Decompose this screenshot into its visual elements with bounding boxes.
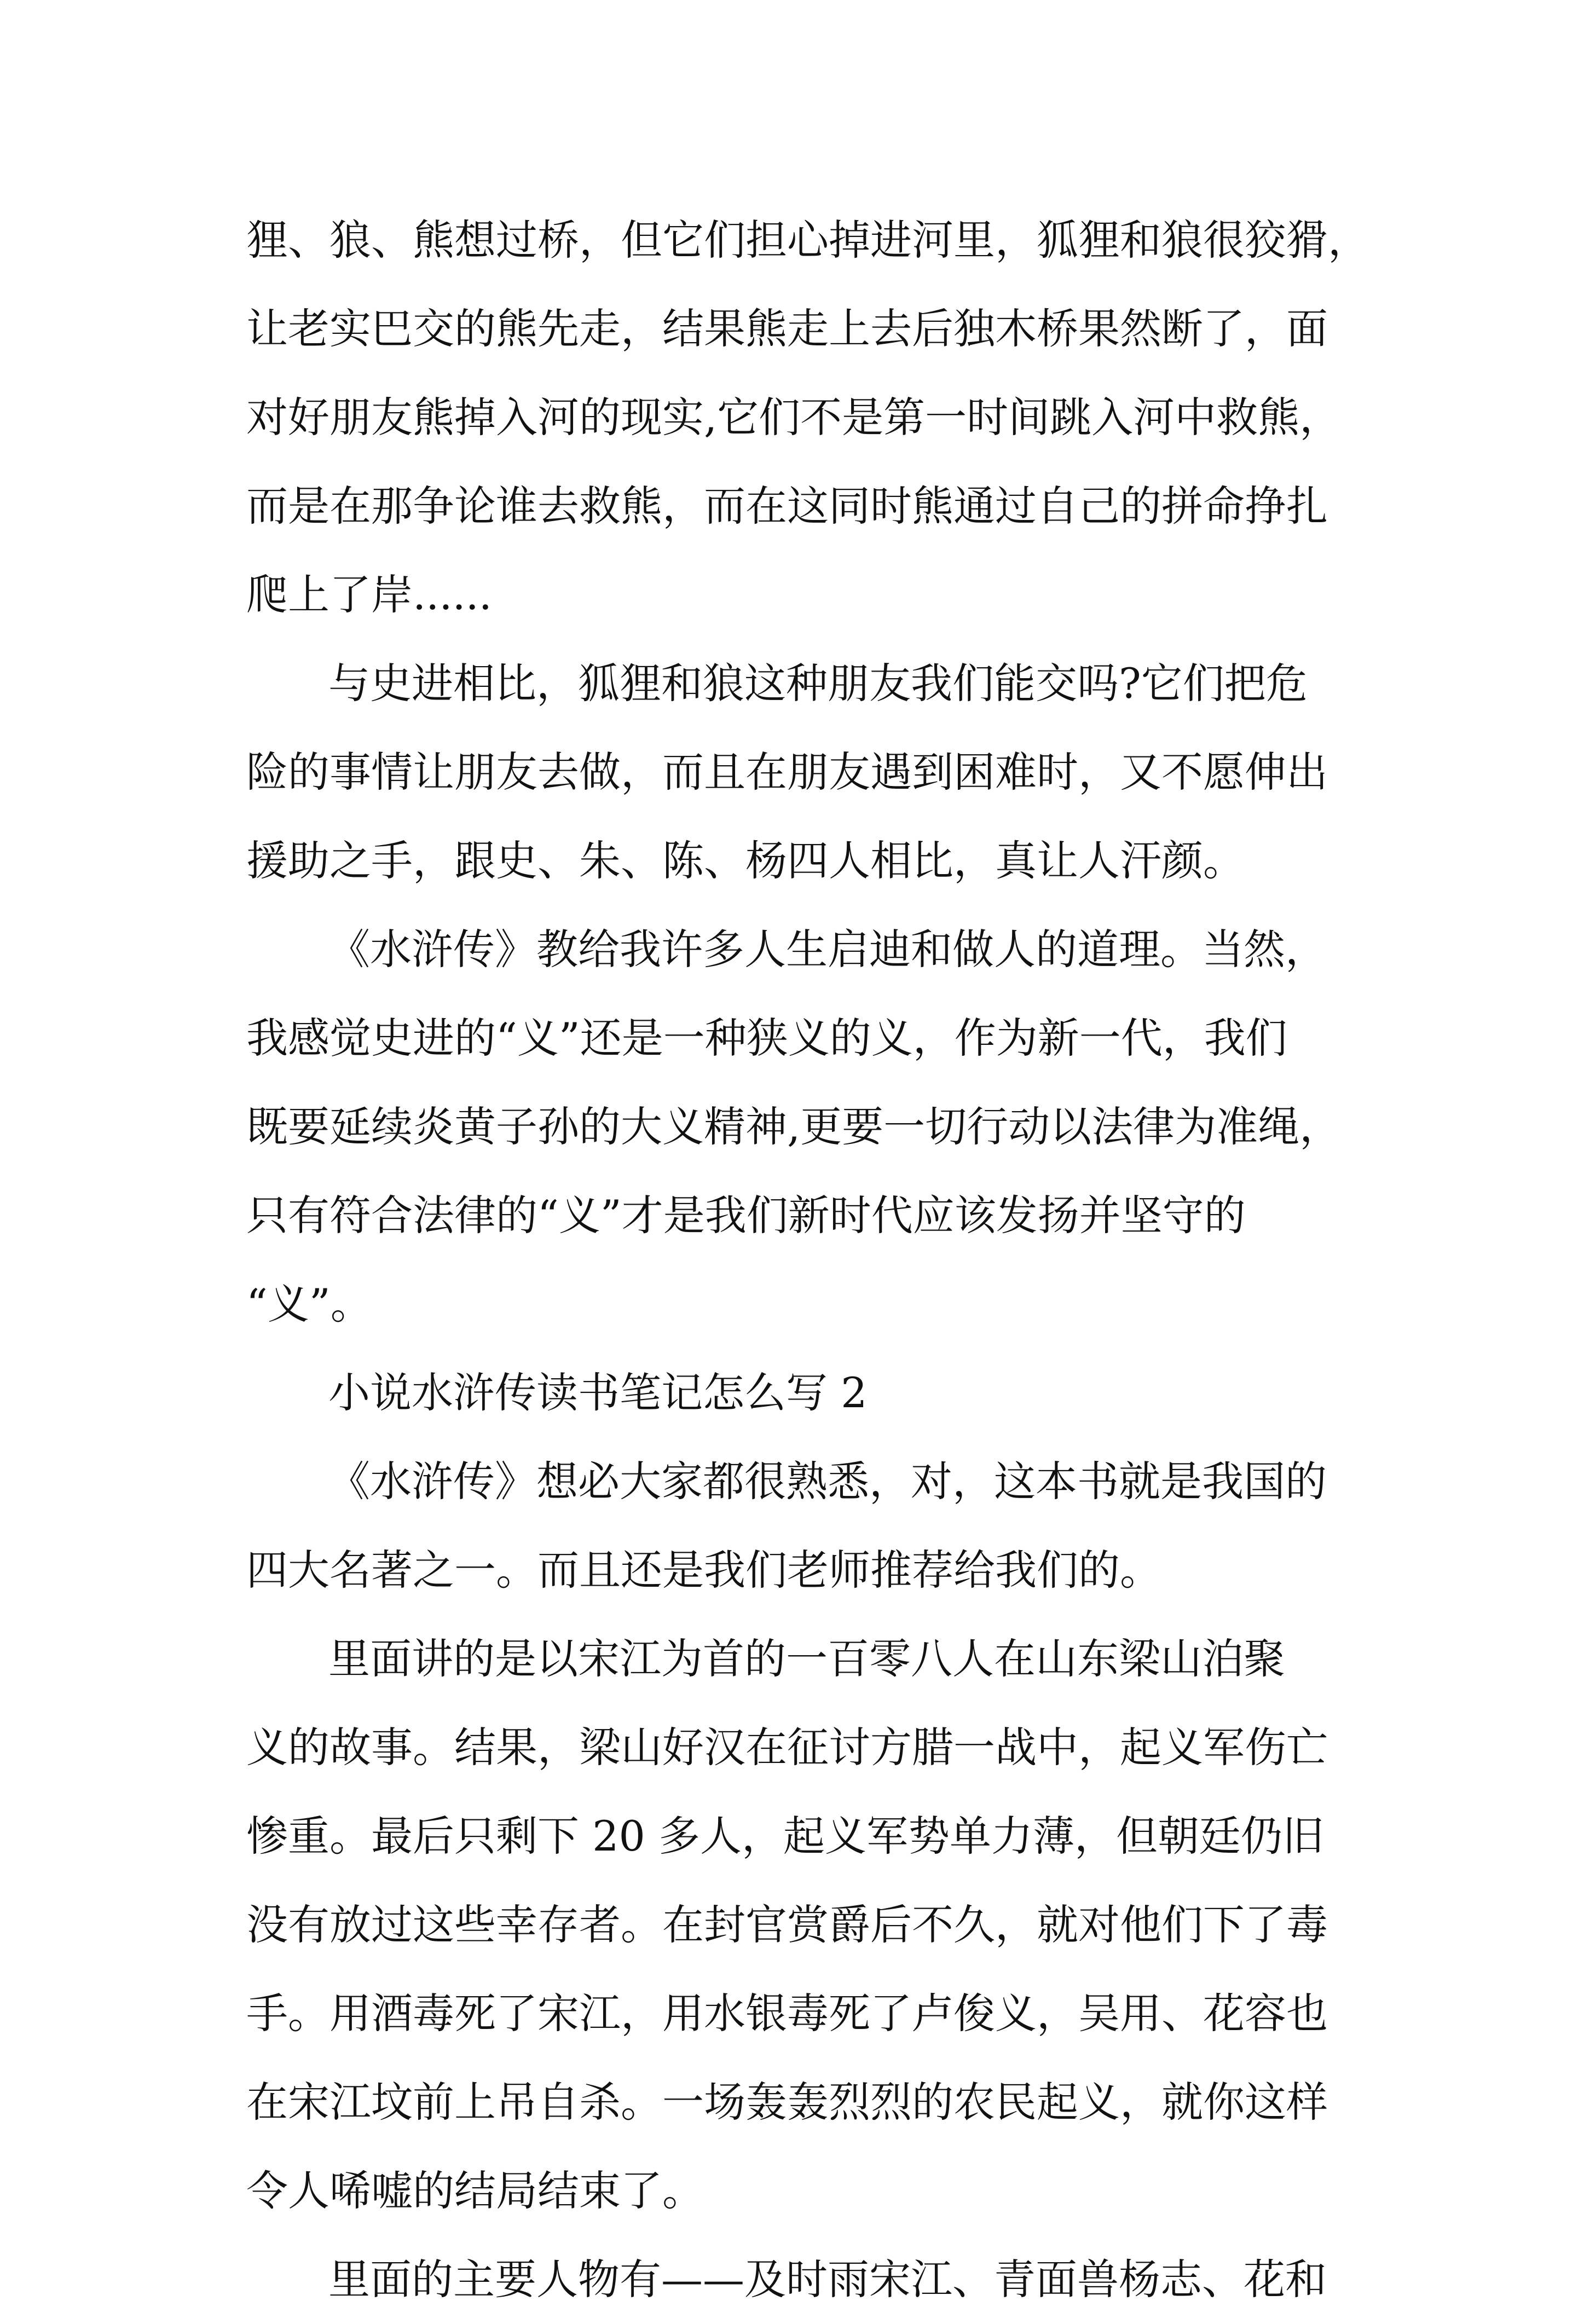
text-line: 没有放过这些幸存者。在封官赏爵后不久，就对他们下了毒	[246, 1900, 1328, 1949]
text-line: 对好朋友熊掉入河的现实,它们不是第一时间跳入河中救熊，	[246, 393, 1342, 442]
document-body	[246, 196, 1385, 2324]
text-line: 让老实巴交的熊先走，结果熊走上去后独木桥果然断了，面	[246, 304, 1328, 353]
text-line: 义的故事。结果，梁山好汉在征讨方腊一战中，起义军伤亡	[246, 1723, 1328, 1772]
text-line: 我感觉史进的“义”还是一种狭义的义，作为新一代，我们	[246, 1014, 1287, 1062]
paragraph-start: 《水浒传》想必大家都很熟悉，对，这本书就是我国的	[328, 1457, 1327, 1506]
text-line: 惨重。最后只剩下 20 多人，起义军势单力薄，但朝廷仍旧	[246, 1812, 1325, 1860]
text-line: 只有符合法律的“义”才是我们新时代应该发扬并坚守的	[246, 1191, 1246, 1240]
text-line: 四大名著之一。而且还是我们老师推荐给我们的。	[246, 1546, 1161, 1594]
text-line: 险的事情让朋友去做，而且在朋友遇到困难时，又不愿伸出	[246, 748, 1328, 796]
text-line: 令人唏嘘的结局结束了。	[246, 2166, 704, 2215]
text-line: 援助之手，跟史、朱、陈、杨四人相比，真让人汗颜。	[246, 836, 1245, 885]
section-heading: 小说水浒传读书笔记怎么写 2	[328, 1368, 868, 1417]
text-line: 狸、狼、熊想过桥，但它们担心掉进河里，狐狸和狼很狡猾，	[246, 216, 1369, 264]
text-line: 而是在那争论谁去救熊，而在这同时熊通过自己的拼命挣扎	[246, 482, 1328, 530]
text-line: 在宋江坟前上吊自杀。一场轰轰烈烈的农民起义，就你这样	[246, 2078, 1328, 2126]
text-line: “义”。	[246, 1280, 372, 1328]
paragraph-start: 《水浒传》教给我许多人生启迪和做人的道理。当然，	[328, 925, 1327, 974]
text-line: 爬上了岸......	[246, 570, 492, 619]
text-line: 既要延续炎黄子孙的大义精神,更要一切行动以法律为准绳，	[246, 1102, 1342, 1151]
paragraph-start: 里面的主要人物有——及时雨宋江、青面兽杨志、花和	[328, 2255, 1327, 2304]
text-line: 手。用酒毒死了宋江，用水银毒死了卢俊义，吴用、花容也	[246, 1989, 1328, 2038]
paragraph-start: 里面讲的是以宋江为首的一百零八人在山东梁山泊聚	[328, 1634, 1285, 1683]
paragraph-start: 与史进相比，狐狸和狼这种朋友我们能交吗?它们把危	[328, 659, 1308, 708]
